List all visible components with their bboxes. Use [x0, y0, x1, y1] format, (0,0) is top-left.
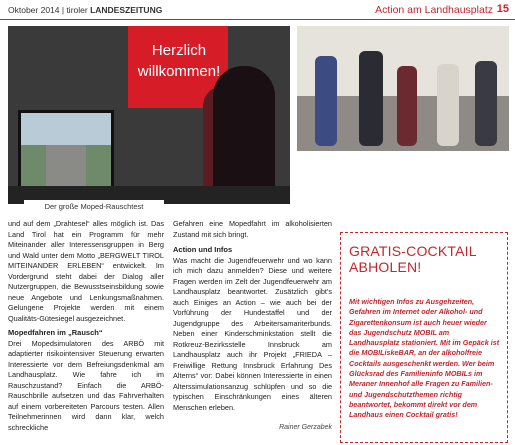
- person-figure-2: [359, 51, 383, 146]
- author-signature: Rainer Gerzabek: [279, 424, 332, 431]
- person-figure-1: [315, 56, 337, 146]
- photo-caption: Der große Moped-Rauschtest: [24, 200, 164, 213]
- header-rule: [0, 19, 515, 20]
- main-photo: [8, 26, 290, 204]
- person-figure-4: [437, 64, 459, 146]
- paragraph: Drei Mopedsimulatoren des ARBÖ mit adaptierter risikointensiver Steuerung erwarten Interessierte vor dem Befreiungsdenkmal am Landhausplatz. Wie fahre ich im Rauschzustand? Einfach die ARBÖ-Rauschbrille aufsetzen und das Fahrverhalten auf einem vorbereiteten Parcours testen. Allen Teilnehmerinnen wird dann klar, welch schreckliche: [8, 338, 164, 432]
- publication-name: LANDESZEITUNG: [90, 5, 163, 15]
- box-title: GRATIS-COCKTAIL ABHOLEN!: [349, 243, 477, 275]
- page-number: 15: [496, 3, 509, 15]
- screen-road: [46, 145, 86, 189]
- side-photo: [297, 26, 509, 151]
- simulator-screen: [18, 110, 114, 192]
- subheading: Action und Infos: [173, 245, 233, 254]
- paragraph: und auf dem „Drahtesel“ alles möglich ist. Das Land Tirol hat ein Programm für mehr Miteinander aller Interessensgruppen in Berg und Wald unter dem Motto „BERGWELT TIROL MITEINANDER ERLEBEN“ entwickelt. Im Vordergrund steht dabei der Dialog aller Nutzergruppen, die Bewusstseinsbildung sowie neue Angebote und Lenkungsmaßnahmen. Gelungene Projekte werden mit einem Qualitäts-Gütesiegel ausgezeichnet.: [8, 219, 164, 323]
- person-figure: [213, 66, 275, 204]
- person-figure-3: [397, 66, 417, 146]
- person-figure-5: [475, 61, 497, 146]
- box-text: Mit wichtigen Infos zu Ausgehzeiten, Gefahren im Internet oder Alkohol- und Zigarettenkonsum ist auch heuer wieder das Jugendschutz MOBIL am Landhausplatz stationiert. Mit im Gepäck ist die MOBILiskeBAR, an der alkoholfreie Cocktails ausgeschenkt werden. Wer beim Glücksrad des Familieninfo MOBILs im Meraner Innenhof alle Fragen zu Familien- und Jugendschutzthemen richtig beantwortet, bekommt direkt vor dem Landhaus einen Cocktail gratis!: [349, 297, 500, 420]
- screen-sky: [21, 113, 111, 145]
- subheading: Mopedfahren im „Rausch“: [8, 328, 103, 337]
- article-column-1: [8, 219, 164, 433]
- issue-separator: | tiroler: [59, 5, 91, 15]
- section-title: Action am Landhausplatz: [375, 4, 493, 16]
- issue-date: Oktober 2014: [8, 5, 60, 15]
- article-column-2: [173, 219, 332, 413]
- banner-text: Herzlich willkommen!: [137, 42, 221, 80]
- cocktail-info-box: [340, 232, 508, 443]
- paragraph: Was macht die Jugendfeuerwehr und wo kann ich mich dazu anmelden? Diese und weitere Fragen werden im Zelt der Jugendfeuerwehr am Landhausplatz beantwortet. Zusätzlich gibt's auch Einiges an Action – wie auch bei der Vorführung der Hundestaffel und der Jugendgruppe des Arbeitersamariterbunds. Neben einer Kinderschminkstation stellt die Rotkreuz-Bezirksstelle Innsbruck am Landhausplatz auch ihr Projekt „FRIEDA – Freiwillige Rettung Innsbruck Erfahrung Des Alterns“ vor: Dabei können Interessierte in einen Alterssimulationsanzug schlüpfen und so die typischen Einschränkungen eines älteren Menschen erleben.: [173, 255, 332, 412]
- paragraph: Gefahren eine Mopedfahrt im alkoholisierten Zustand mit sich bringt.: [173, 219, 332, 239]
- issue-line: [8, 5, 162, 15]
- page-header: [0, 0, 515, 22]
